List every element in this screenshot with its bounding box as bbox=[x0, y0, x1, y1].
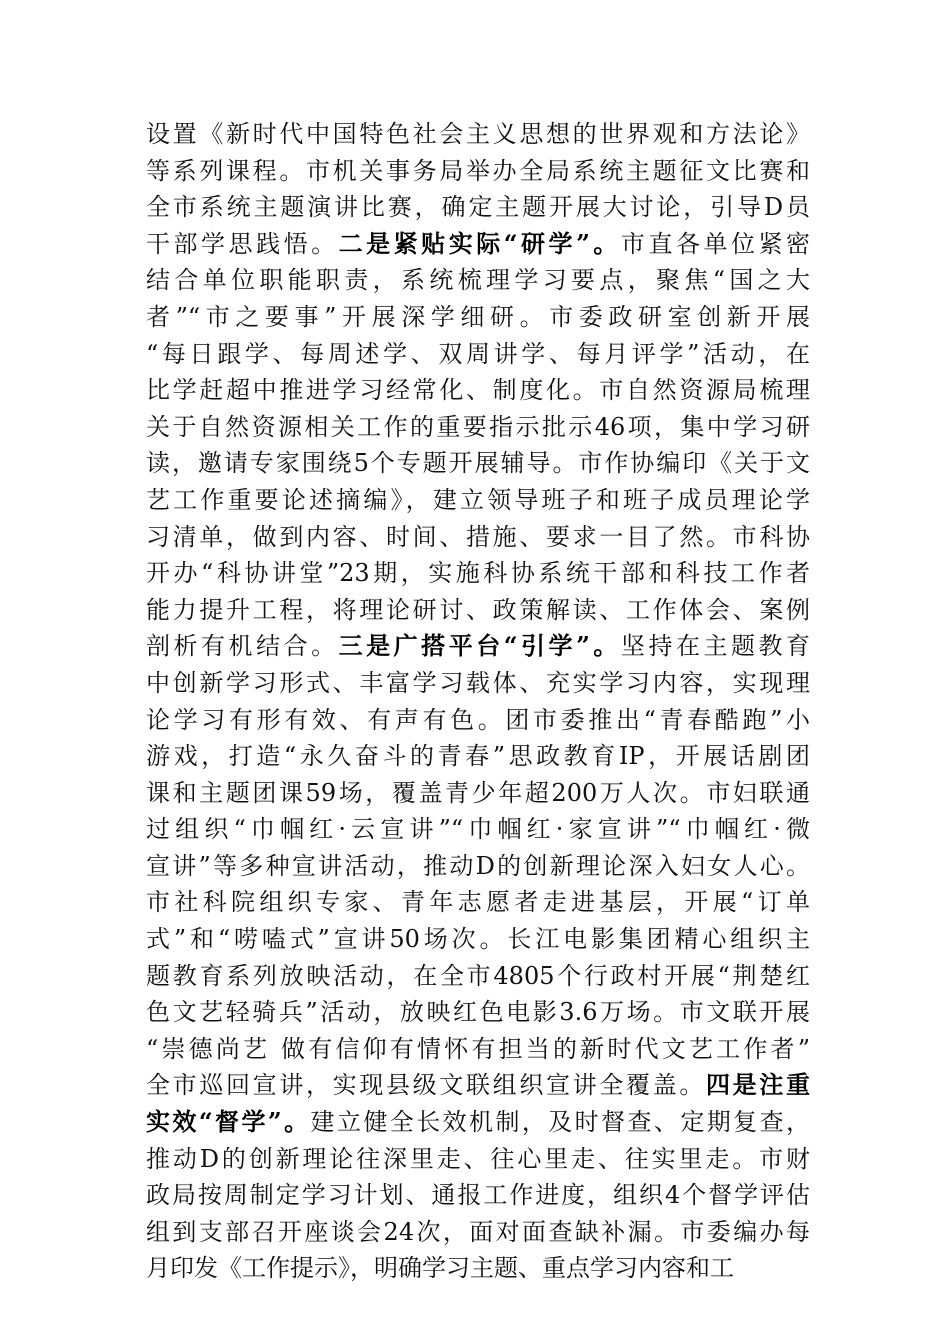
text-run: 月印发《工作提示》，明确学习主题、重点学习内容和工 bbox=[146, 1254, 734, 1283]
text-run: 全市系统主题演讲比赛，确定主题开展大讨论，引导D员 bbox=[146, 193, 810, 222]
text-run: 艺工作重要论述摘编》，建立领导班子和班子成员理论学 bbox=[146, 485, 810, 514]
text-line bbox=[146, 153, 810, 190]
text-line bbox=[146, 738, 810, 775]
text-run: 市直各单位紧密 bbox=[620, 229, 811, 258]
text-run: 式”和“唠嗑式”宣讲50场次。长江电影集团精心组织主 bbox=[146, 925, 810, 954]
text-run: 课和主题团课59场，覆盖青少年超200万人次。市妇联通 bbox=[146, 778, 810, 807]
text-run: 全市巡回宣讲，实现县级文联组织宣讲全覆盖。 bbox=[146, 1071, 706, 1100]
text-line bbox=[146, 921, 810, 958]
text-line bbox=[146, 702, 810, 739]
text-line bbox=[146, 628, 810, 665]
text-line bbox=[146, 665, 810, 702]
text-run: 论学习有形有效、有声有色。团市委推出“青春酷跑”小 bbox=[146, 705, 810, 734]
text-line bbox=[146, 1141, 810, 1178]
text-run: 结合单位职能职责，系统梳理学习要点，聚焦“国之大 bbox=[146, 266, 810, 295]
text-line bbox=[146, 445, 810, 482]
bold-heading-run: 四是注重 bbox=[706, 1070, 810, 1100]
text-line bbox=[146, 1250, 810, 1287]
bold-heading-run: 实效“督学”。 bbox=[146, 1107, 311, 1137]
text-line bbox=[146, 811, 810, 848]
text-line bbox=[146, 482, 810, 519]
text-line bbox=[146, 1104, 810, 1141]
text-run: 等系列课程。市机关事务局举办全局系统主题征文比赛和 bbox=[146, 156, 810, 185]
text-run: 开办“科协讲堂”23期，实施科协系统干部和科技工作者 bbox=[146, 559, 810, 588]
text-line bbox=[146, 336, 810, 373]
text-run: 组到支部召开座谈会24次，面对面查缺补漏。市委编办每 bbox=[146, 1217, 810, 1246]
text-run: 色文艺轻骑兵”活动，放映红色电影3.6万场。市文联开展 bbox=[146, 998, 810, 1027]
text-line bbox=[146, 958, 810, 995]
text-run: “崇德尚艺 做有信仰有情怀有担当的新时代文艺工作者” bbox=[146, 1034, 810, 1063]
text-line bbox=[146, 519, 810, 556]
text-line bbox=[146, 592, 810, 629]
text-run: 坚持在主题教育 bbox=[620, 632, 811, 661]
text-run: 政局按周制定学习计划、通报工作进度，组织4个督学评估 bbox=[146, 1181, 810, 1210]
text-run: 习清单，做到内容、时间、措施、要求一目了然。市科协 bbox=[146, 522, 810, 551]
bold-heading-run: 三是广搭平台“引学”。 bbox=[338, 631, 621, 661]
text-run: 市社科院组织专家、青年志愿者走进基层，开展“订单 bbox=[146, 888, 810, 917]
text-line bbox=[146, 1214, 810, 1251]
text-line bbox=[146, 1067, 810, 1104]
text-line bbox=[146, 775, 810, 812]
text-line bbox=[146, 1177, 810, 1214]
text-run: 者”“市之要事”开展深学细研。市委政研室创新开展 bbox=[146, 302, 810, 331]
text-run: “每日跟学、每周述学、双周讲学、每月评学”活动，在 bbox=[146, 339, 810, 368]
text-line bbox=[146, 372, 810, 409]
text-line bbox=[146, 116, 810, 153]
text-run: 中创新学习形式、丰富学习载体、充实学习内容，实现理 bbox=[146, 668, 810, 697]
text-line bbox=[146, 226, 810, 263]
text-run: 宣讲”等多种宣讲活动，推动D的创新理论深入妇女人心。 bbox=[146, 851, 810, 880]
text-run: 设置《新时代中国特色社会主义思想的世界观和方法论》 bbox=[146, 120, 810, 148]
text-run: 题教育系列放映活动，在全市4805个行政村开展“荆楚红 bbox=[146, 961, 810, 990]
text-line bbox=[146, 262, 810, 299]
text-line bbox=[146, 1031, 810, 1068]
text-run: 读，邀请专家围绕5个专题开展辅导。市作协编印《关于文 bbox=[146, 449, 810, 478]
text-run: 能力提升工程，将理论研讨、政策解读、工作体会、案例 bbox=[146, 595, 810, 624]
text-run: 过组织“巾帼红·云宣讲”“巾帼红·家宣讲”“巾帼红·微 bbox=[146, 815, 810, 844]
text-run: 比学赶超中推进学习经常化、制度化。市自然资源局梳理 bbox=[146, 376, 810, 405]
text-run: 推动D的创新理论往深里走、往心里走、往实里走。市财 bbox=[146, 1144, 810, 1173]
text-line bbox=[146, 555, 810, 592]
document-body bbox=[146, 116, 810, 1287]
bold-heading-run: 二是紧贴实际“研学”。 bbox=[338, 228, 621, 258]
text-line bbox=[146, 884, 810, 921]
text-run: 关于自然资源相关工作的重要指示批示46项，集中学习研 bbox=[146, 412, 810, 441]
text-line bbox=[146, 409, 810, 446]
text-line bbox=[146, 994, 810, 1031]
text-run: 建立健全长效机制，及时督查、定期复查， bbox=[310, 1108, 811, 1137]
text-line bbox=[146, 848, 810, 885]
text-line bbox=[146, 189, 810, 226]
text-run: 干部学思践悟。 bbox=[146, 229, 339, 258]
text-run: 剖析有机结合。 bbox=[146, 632, 339, 661]
text-line bbox=[146, 299, 810, 336]
text-run: 游戏，打造“永久奋斗的青春”思政教育IP，开展话剧团 bbox=[146, 742, 810, 771]
